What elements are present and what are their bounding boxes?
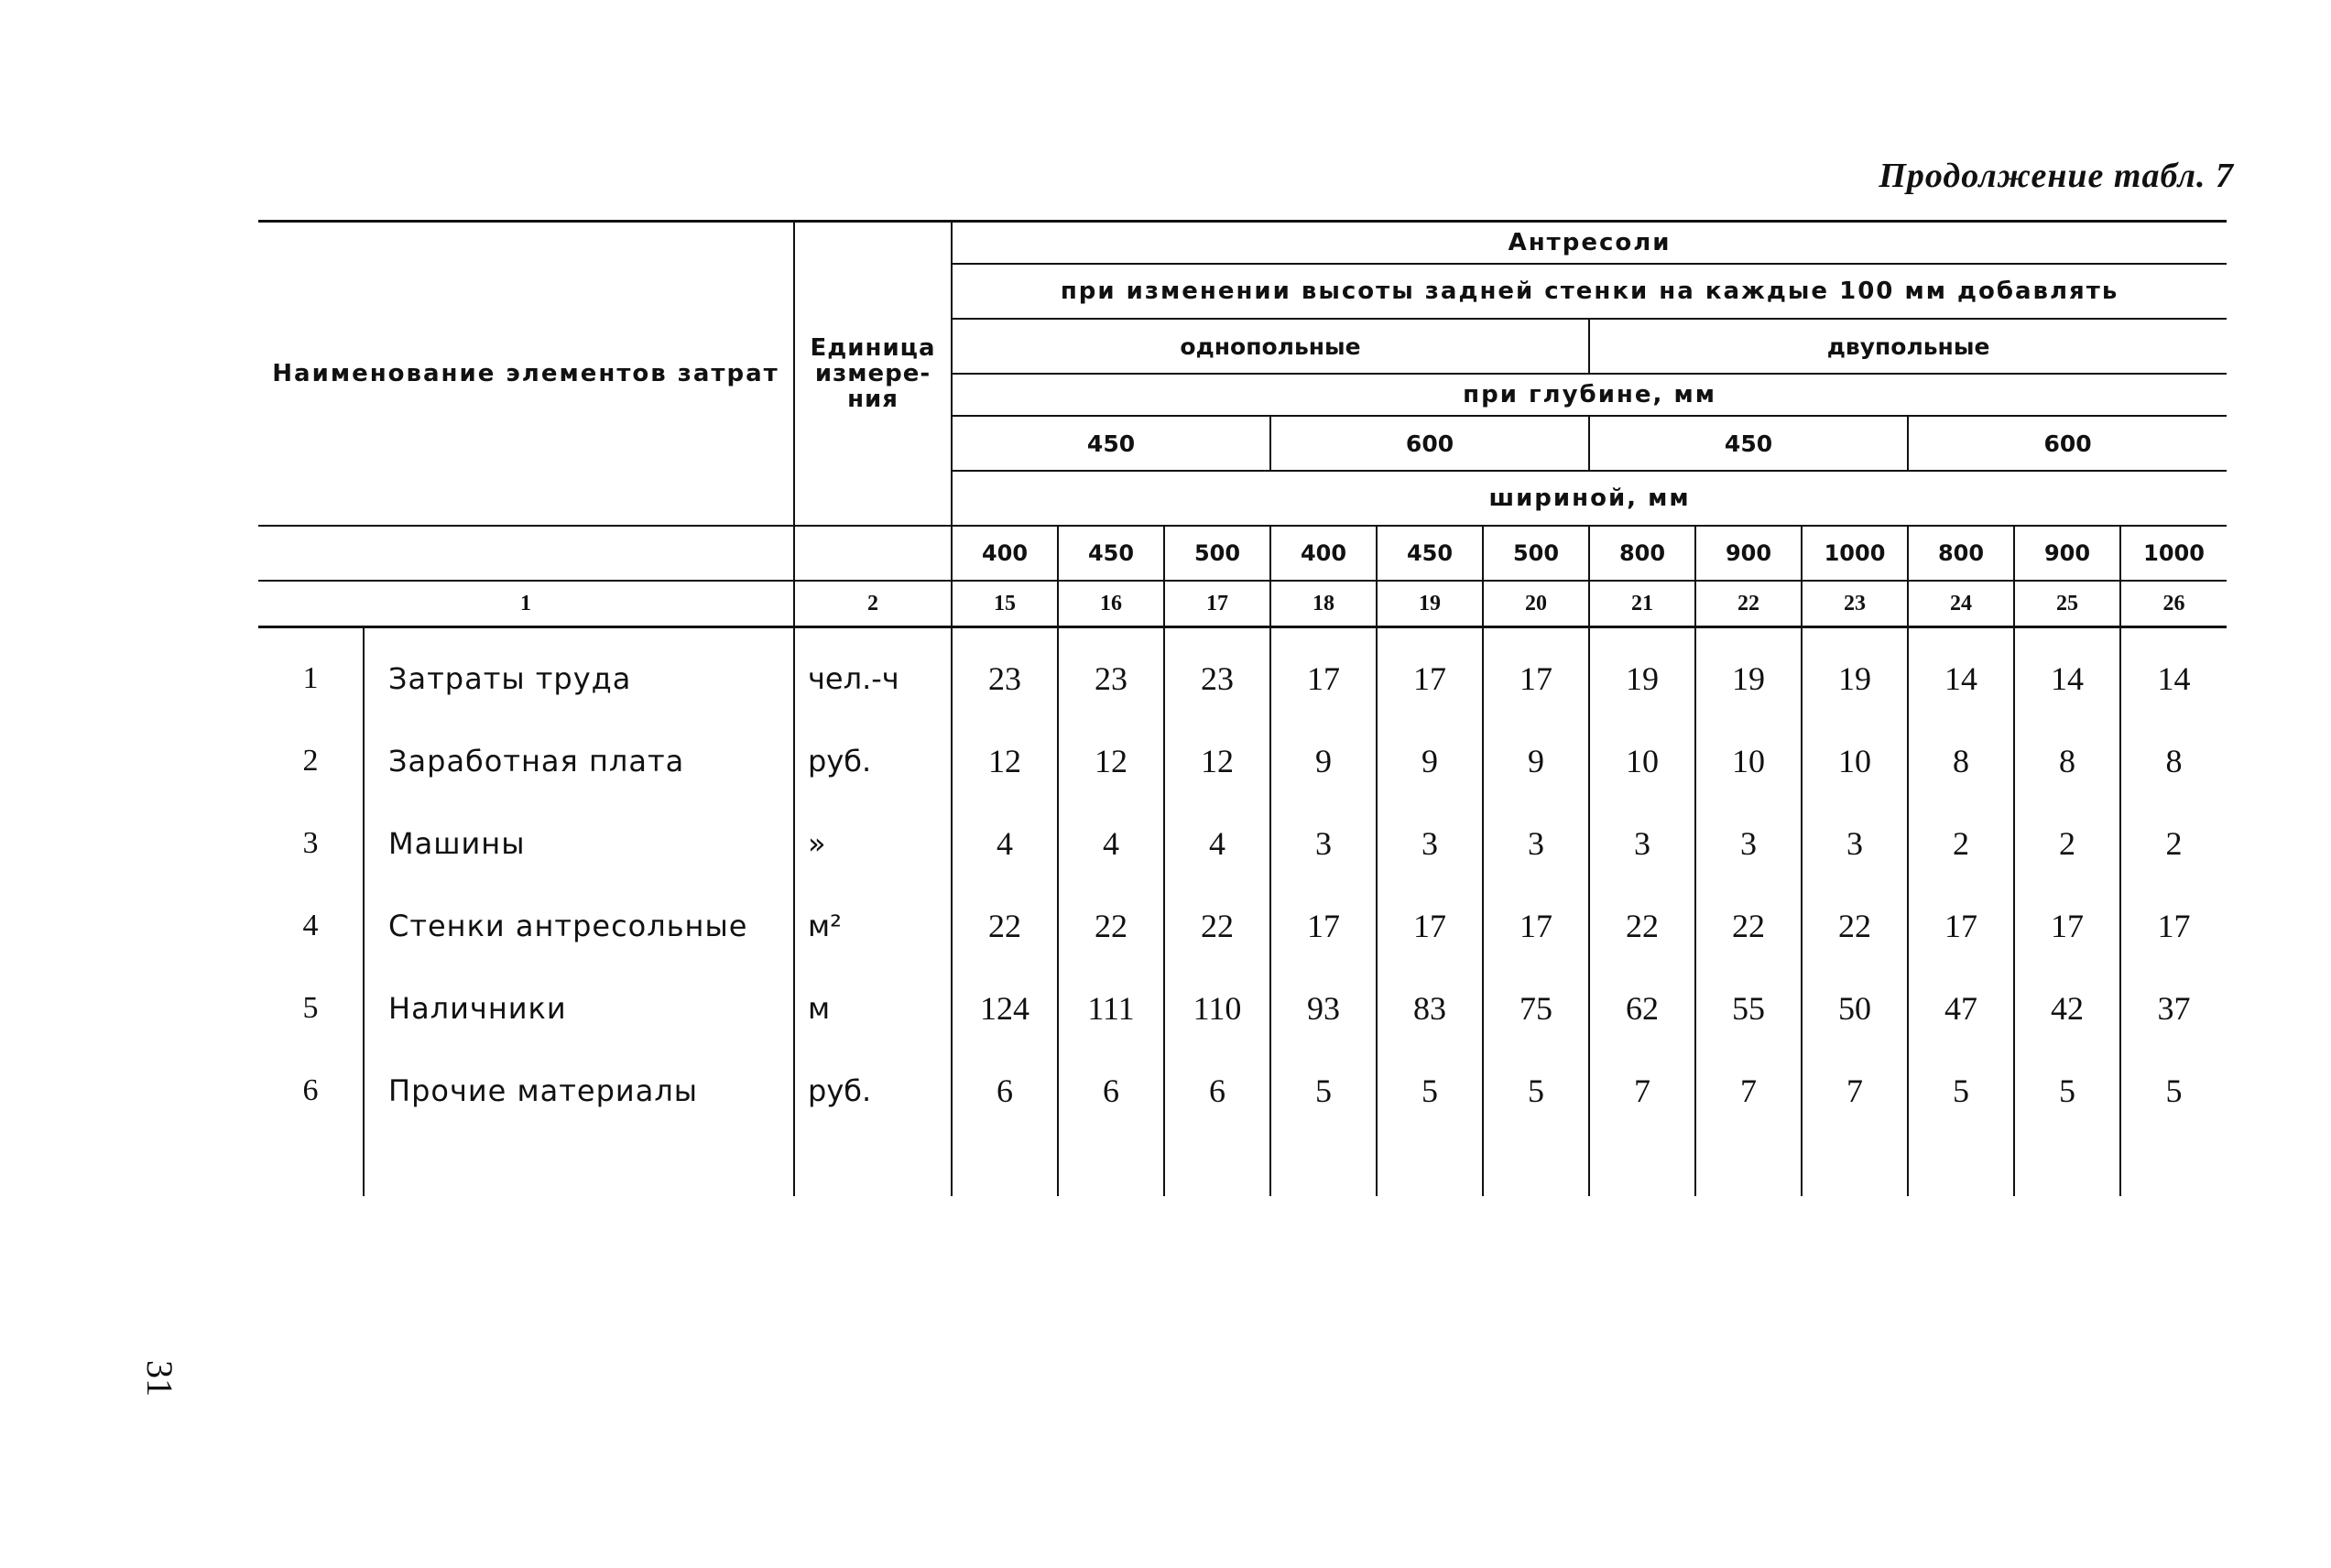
row-value: 22 xyxy=(1164,885,1270,967)
row-value: 7 xyxy=(1589,1050,1695,1132)
header-group: Антресоли xyxy=(952,222,2227,265)
header-width: 900 xyxy=(1695,526,1802,581)
header-depth: 600 xyxy=(1270,416,1589,471)
header-depth-label: при глубине, мм xyxy=(952,374,2227,416)
row-value: 3 xyxy=(1695,802,1802,885)
row-unit: » xyxy=(794,802,952,885)
row-unit: чел.-ч xyxy=(794,627,952,721)
col-number: 23 xyxy=(1802,581,1908,627)
col-number: 24 xyxy=(1908,581,2014,627)
header-type-single: однопольные xyxy=(952,319,1589,374)
row-value: 23 xyxy=(1164,627,1270,721)
row-value: 5 xyxy=(2014,1050,2120,1132)
row-value: 12 xyxy=(1164,720,1270,802)
row-unit: м² xyxy=(794,885,952,967)
row-value: 9 xyxy=(1270,720,1377,802)
row-value: 124 xyxy=(952,967,1058,1050)
row-value: 7 xyxy=(1695,1050,1802,1132)
row-value: 12 xyxy=(952,720,1058,802)
row-value: 17 xyxy=(2120,885,2227,967)
row-value: 19 xyxy=(1695,627,1802,721)
row-value: 22 xyxy=(952,885,1058,967)
row-name: Машины xyxy=(364,802,794,885)
col-number: 20 xyxy=(1483,581,1589,627)
row-value: 17 xyxy=(1483,627,1589,721)
table-row xyxy=(258,627,2227,721)
header-width-label: шириной, мм xyxy=(952,471,2227,526)
row-value: 3 xyxy=(1377,802,1483,885)
table-row xyxy=(258,967,2227,1050)
table-row xyxy=(258,720,2227,802)
col-number: 26 xyxy=(2120,581,2227,627)
row-value: 17 xyxy=(1377,885,1483,967)
row-unit: руб. xyxy=(794,1050,952,1132)
row-value: 5 xyxy=(1377,1050,1483,1132)
row-value: 14 xyxy=(1908,627,2014,721)
row-number: 1 xyxy=(302,661,319,695)
row-value: 22 xyxy=(1589,885,1695,967)
row-value: 22 xyxy=(1695,885,1802,967)
row-number: 4 xyxy=(302,909,319,942)
row-value: 19 xyxy=(1802,627,1908,721)
col-number: 25 xyxy=(2014,581,2120,627)
cost-table xyxy=(258,220,2227,1196)
row-value: 8 xyxy=(2014,720,2120,802)
table-caption: Продолжение табл. 7 xyxy=(1879,157,2234,195)
row-value: 8 xyxy=(2120,720,2227,802)
header-width: 800 xyxy=(1908,526,2014,581)
row-value: 22 xyxy=(1058,885,1164,967)
row-value: 6 xyxy=(952,1050,1058,1132)
row-value: 10 xyxy=(1802,720,1908,802)
col-number: 21 xyxy=(1589,581,1695,627)
col-number: 16 xyxy=(1058,581,1164,627)
row-value: 83 xyxy=(1377,967,1483,1050)
header-width: 450 xyxy=(1058,526,1164,581)
header-width: 450 xyxy=(1377,526,1483,581)
row-value: 14 xyxy=(2120,627,2227,721)
row-unit: м xyxy=(794,967,952,1050)
row-value: 7 xyxy=(1802,1050,1908,1132)
header-width: 400 xyxy=(952,526,1058,581)
row-value: 3 xyxy=(1802,802,1908,885)
col-number: 2 xyxy=(794,581,952,627)
row-number: 6 xyxy=(302,1073,319,1107)
row-value: 2 xyxy=(2120,802,2227,885)
row-value: 3 xyxy=(1483,802,1589,885)
col-number: 1 xyxy=(258,581,794,627)
row-value: 17 xyxy=(1908,885,2014,967)
header-depth: 450 xyxy=(1589,416,1908,471)
row-value: 8 xyxy=(1908,720,2014,802)
header-width: 500 xyxy=(1483,526,1589,581)
row-value: 17 xyxy=(1377,627,1483,721)
header-width: 800 xyxy=(1589,526,1695,581)
row-value: 17 xyxy=(1270,627,1377,721)
row-value: 50 xyxy=(1802,967,1908,1050)
header-width: 400 xyxy=(1270,526,1377,581)
row-value: 6 xyxy=(1164,1050,1270,1132)
row-value: 22 xyxy=(1802,885,1908,967)
row-value: 42 xyxy=(2014,967,2120,1050)
header-name: Наименование элементов затрат xyxy=(258,222,794,527)
row-value: 37 xyxy=(2120,967,2227,1050)
table-row xyxy=(258,1050,2227,1132)
row-value: 9 xyxy=(1483,720,1589,802)
row-name: Заработная плата xyxy=(364,720,794,802)
row-number: 5 xyxy=(302,991,319,1025)
header-width: 1000 xyxy=(2120,526,2227,581)
row-number: 3 xyxy=(302,826,319,860)
header-condition: при изменении высоты задней стенки на каждые 100 мм добавлять xyxy=(952,264,2227,319)
row-unit: руб. xyxy=(794,720,952,802)
row-value: 2 xyxy=(1908,802,2014,885)
row-value: 47 xyxy=(1908,967,2014,1050)
row-name: Затраты труда xyxy=(364,627,794,721)
row-number: 2 xyxy=(302,744,319,778)
row-value: 5 xyxy=(1270,1050,1377,1132)
col-number: 18 xyxy=(1270,581,1377,627)
row-value: 4 xyxy=(1058,802,1164,885)
table-row xyxy=(258,885,2227,967)
row-value: 3 xyxy=(1589,802,1695,885)
row-name: Прочие материалы xyxy=(364,1050,794,1132)
row-value: 10 xyxy=(1695,720,1802,802)
row-value: 5 xyxy=(1908,1050,2014,1132)
page-number: 31 xyxy=(139,1360,180,1397)
col-number: 19 xyxy=(1377,581,1483,627)
header-type-double: двупольные xyxy=(1589,319,2227,374)
col-number: 15 xyxy=(952,581,1058,627)
row-value: 3 xyxy=(1270,802,1377,885)
row-value: 111 xyxy=(1058,967,1164,1050)
row-value: 6 xyxy=(1058,1050,1164,1132)
header-width: 1000 xyxy=(1802,526,1908,581)
header-width: 900 xyxy=(2014,526,2120,581)
row-value: 17 xyxy=(1270,885,1377,967)
row-value: 5 xyxy=(1483,1050,1589,1132)
row-value: 4 xyxy=(1164,802,1270,885)
row-value: 17 xyxy=(2014,885,2120,967)
header-depth: 600 xyxy=(1908,416,2227,471)
row-value: 17 xyxy=(1483,885,1589,967)
row-value: 9 xyxy=(1377,720,1483,802)
row-name: Наличники xyxy=(364,967,794,1050)
row-value: 2 xyxy=(2014,802,2120,885)
row-value: 75 xyxy=(1483,967,1589,1050)
row-value: 110 xyxy=(1164,967,1270,1050)
header-unit: Единица измере-ния xyxy=(794,222,952,527)
col-number: 22 xyxy=(1695,581,1802,627)
table-row xyxy=(258,802,2227,885)
row-value: 4 xyxy=(952,802,1058,885)
row-value: 12 xyxy=(1058,720,1164,802)
col-number: 17 xyxy=(1164,581,1270,627)
row-value: 55 xyxy=(1695,967,1802,1050)
row-value: 23 xyxy=(952,627,1058,721)
row-value: 19 xyxy=(1589,627,1695,721)
row-value: 10 xyxy=(1589,720,1695,802)
row-value: 93 xyxy=(1270,967,1377,1050)
row-value: 5 xyxy=(2120,1050,2227,1132)
row-value: 14 xyxy=(2014,627,2120,721)
row-value: 23 xyxy=(1058,627,1164,721)
header-width: 500 xyxy=(1164,526,1270,581)
header-depth: 450 xyxy=(952,416,1270,471)
row-value: 62 xyxy=(1589,967,1695,1050)
row-name: Стенки антресольные xyxy=(364,885,794,967)
